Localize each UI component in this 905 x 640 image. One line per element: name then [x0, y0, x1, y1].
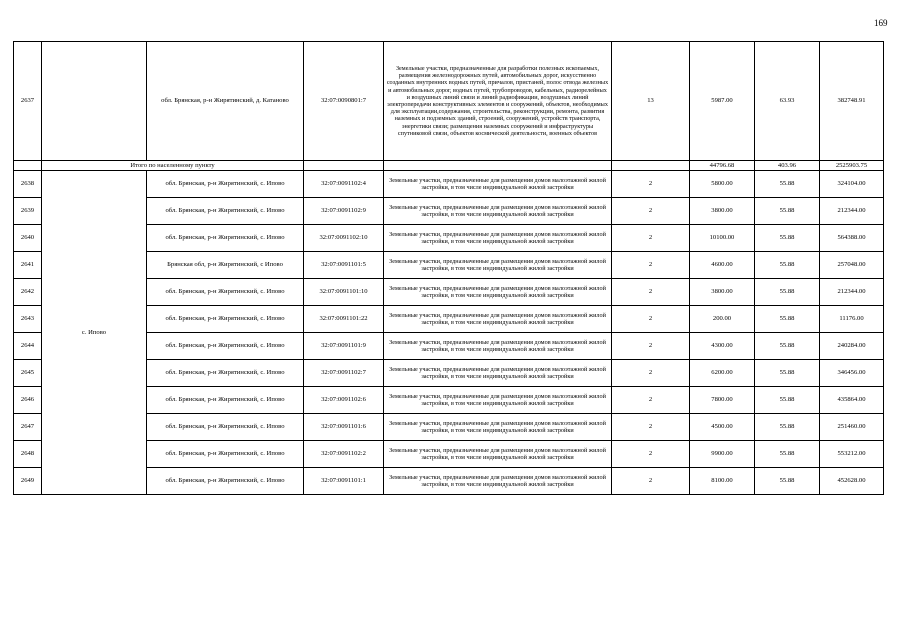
group-cell: 2 [612, 468, 690, 495]
cadastral-value-cell: 240284.00 [820, 333, 884, 360]
row-number: 2642 [14, 279, 42, 306]
group-cell: 2 [612, 306, 690, 333]
cadastral-value-cell: 257048.00 [820, 252, 884, 279]
rate-cell: 55.88 [755, 387, 820, 414]
group-cell: 2 [612, 333, 690, 360]
rate-cell: 55.88 [755, 171, 820, 198]
area-cell: 6200.00 [690, 360, 755, 387]
area-cell: 5987.00 [690, 42, 755, 161]
row-number: 2644 [14, 333, 42, 360]
address-cell: обл. Брянская, р-н Жирятинский, с. Ипово [147, 279, 304, 306]
row-number: 2646 [14, 387, 42, 414]
cadastral-value-cell: 346456.00 [820, 360, 884, 387]
cadastral-number-cell: 32:07:0091102:2 [304, 441, 384, 468]
cadastral-number-cell: 32:07:0091102:4 [304, 171, 384, 198]
rate-cell: 55.88 [755, 333, 820, 360]
group-cell: 2 [612, 414, 690, 441]
cadastral-number-cell: 32:07:0091101:22 [304, 306, 384, 333]
subtotal-row [14, 161, 884, 171]
address-cell: обл. Брянская, р-н Жирятинский, с. Ипово [147, 198, 304, 225]
page-number: 169 [874, 18, 888, 28]
table-row [14, 42, 884, 161]
cadastral-number-cell: 32:07:0091101:1 [304, 468, 384, 495]
area-cell: 5800.00 [690, 171, 755, 198]
subtotal-area: 44796.68 [690, 161, 755, 171]
place-cell [42, 42, 147, 161]
group-cell: 2 [612, 387, 690, 414]
address-cell: обл. Брянская, р-н Жирятинский, с. Ипово [147, 360, 304, 387]
group-cell: 2 [612, 198, 690, 225]
land-purpose-cell: Земельные участки, предназначенные для размещения домов малоэтажной жилой застройки, в том числе индивидуальной жилой застройки [384, 306, 612, 333]
address-cell: обл. Брянская, р-н Жирятинский, д. Катаново [147, 42, 304, 161]
row-number: 2641 [14, 252, 42, 279]
land-purpose-cell: Земельные участки, предназначенные для размещения домов малоэтажной жилой застройки, в том числе индивидуальной жилой застройки [384, 171, 612, 198]
group-cell: 2 [612, 252, 690, 279]
area-cell: 10100.00 [690, 225, 755, 252]
group-cell: 2 [612, 225, 690, 252]
row-number: 2639 [14, 198, 42, 225]
area-cell: 3800.00 [690, 279, 755, 306]
cadastral-value-cell: 212344.00 [820, 279, 884, 306]
rate-cell: 55.88 [755, 279, 820, 306]
subtotal-rate: 403.96 [755, 161, 820, 171]
cadastral-value-cell: 435864.00 [820, 387, 884, 414]
land-purpose-cell: Земельные участки, предназначенные для размещения домов малоэтажной жилой застройки, в том числе индивидуальной жилой застройки [384, 360, 612, 387]
land-purpose-cell: Земельные участки, предназначенные для размещения домов малоэтажной жилой застройки, в том числе индивидуальной жилой застройки [384, 198, 612, 225]
land-purpose-cell: Земельные участки, предназначенные для разработки полезных ископаемых, размещения железнодорожных путей, автомобильных дорог, искусственно созданных внутренних водных путей, причалов, пристаней, полос отвода железных и автомобильных дорог, водных путей, трубопроводов, кабельных, радиорелейных и воздушных линий связи и линий радиофикации, воздушных линий электропередачи конструктивных элементов и сооружений, объектов, необходимых для эксплуатации,содержания, строительства, реконструкции, ремонта, развития наземных и подземных зданий, строений, сооружений, устройств транспорта, энергетики связи; размещения наземных сооружений и инфраструктуры спутниковой связи, объектов космической деятельности, военных объектов [384, 42, 612, 161]
land-purpose-cell: Земельные участки, предназначенные для размещения домов малоэтажной жилой застройки, в том числе индивидуальной жилой застройки [384, 279, 612, 306]
cadastral-number-cell: 32:07:0091101:6 [304, 414, 384, 441]
address-cell: обл. Брянская, р-н Жирятинский, с. Ипово [147, 387, 304, 414]
area-cell: 9900.00 [690, 441, 755, 468]
land-purpose-cell: Земельные участки, предназначенные для размещения домов малоэтажной жилой застройки, в том числе индивидуальной жилой застройки [384, 225, 612, 252]
cadastral-value-table [13, 41, 884, 495]
area-cell: 3800.00 [690, 198, 755, 225]
row-number: 2648 [14, 441, 42, 468]
cadastral-number-cell: 32:07:0091101:9 [304, 333, 384, 360]
area-cell: 4600.00 [690, 252, 755, 279]
rate-cell: 63.93 [755, 42, 820, 161]
address-cell: обл. Брянская, р-н Жирятинский, с. Ипово [147, 414, 304, 441]
rate-cell: 55.88 [755, 225, 820, 252]
area-cell: 4500.00 [690, 414, 755, 441]
place-name-cell: с. Ипово [42, 171, 147, 495]
row-number [14, 161, 42, 171]
cadastral-number-cell: 32:07:0091101:10 [304, 279, 384, 306]
group-cell: 2 [612, 441, 690, 468]
address-cell: обл. Брянская, р-н Жирятинский, с. Ипово [147, 333, 304, 360]
address-cell: обл. Брянская, р-н Жирятинский, с. Ипово [147, 306, 304, 333]
row-number: 2643 [14, 306, 42, 333]
land-purpose-cell: Земельные участки, предназначенные для размещения домов малоэтажной жилой застройки, в том числе индивидуальной жилой застройки [384, 387, 612, 414]
land-purpose-cell: Земельные участки, предназначенные для размещения домов малоэтажной жилой застройки, в том числе индивидуальной жилой застройки [384, 333, 612, 360]
rate-cell: 55.88 [755, 252, 820, 279]
rate-cell: 55.88 [755, 360, 820, 387]
cadastral-number-cell: 32:07:0091102:6 [304, 387, 384, 414]
address-cell: обл. Брянская, р-н Жирятинский, с. Ипово [147, 171, 304, 198]
group-cell: 2 [612, 279, 690, 306]
row-number: 2649 [14, 468, 42, 495]
cadastral-value-cell: 553212.00 [820, 441, 884, 468]
row-number: 2638 [14, 171, 42, 198]
cadastral-number-cell: 32:07:0090801:7 [304, 42, 384, 161]
area-cell: 8100.00 [690, 468, 755, 495]
cadastral-number-cell: 32:07:0091102:7 [304, 360, 384, 387]
rate-cell: 55.88 [755, 468, 820, 495]
cadastral-number-cell: 32:07:0091101:5 [304, 252, 384, 279]
address-cell: Брянская обл, р-н Жирятинский, с Ипово [147, 252, 304, 279]
cadastral-value-cell: 382748.91 [820, 42, 884, 161]
area-cell: 200.00 [690, 306, 755, 333]
cadastral-value-cell: 324104.00 [820, 171, 884, 198]
land-purpose-cell: Земельные участки, предназначенные для размещения домов малоэтажной жилой застройки, в том числе индивидуальной жилой застройки [384, 414, 612, 441]
area-cell: 4300.00 [690, 333, 755, 360]
row-number: 2647 [14, 414, 42, 441]
row-number: 2645 [14, 360, 42, 387]
address-cell: обл. Брянская, р-н Жирятинский, с. Ипово [147, 468, 304, 495]
cadastral-value-cell: 251460.00 [820, 414, 884, 441]
land-purpose-cell: Земельные участки, предназначенные для размещения домов малоэтажной жилой застройки, в том числе индивидуальной жилой застройки [384, 468, 612, 495]
subtotal-label: Итого по населенному пункту [42, 161, 304, 171]
address-cell: обл. Брянская, р-н Жирятинский, с. Ипово [147, 225, 304, 252]
rate-cell: 55.88 [755, 306, 820, 333]
cadastral-value-cell: 452628.00 [820, 468, 884, 495]
subtotal-value: 2525903.75 [820, 161, 884, 171]
rate-cell: 55.88 [755, 414, 820, 441]
row-number: 2637 [14, 42, 42, 161]
address-cell: обл. Брянская, р-н Жирятинский, с. Ипово [147, 441, 304, 468]
row-number: 2640 [14, 225, 42, 252]
group-cell: 2 [612, 360, 690, 387]
cadastral-value-cell: 564388.00 [820, 225, 884, 252]
land-purpose-cell: Земельные участки, предназначенные для размещения домов малоэтажной жилой застройки, в том числе индивидуальной жилой застройки [384, 441, 612, 468]
rate-cell: 55.88 [755, 198, 820, 225]
group-cell: 2 [612, 171, 690, 198]
cadastral-value-cell: 212344.00 [820, 198, 884, 225]
table-row [14, 171, 884, 198]
land-purpose-cell: Земельные участки, предназначенные для размещения домов малоэтажной жилой застройки, в том числе индивидуальной жилой застройки [384, 252, 612, 279]
rate-cell: 55.88 [755, 441, 820, 468]
cadastral-value-cell: 11176.00 [820, 306, 884, 333]
cadastral-number-cell: 32:07:0091102:10 [304, 225, 384, 252]
group-cell: 13 [612, 42, 690, 161]
cadastral-number-cell: 32:07:0091102:9 [304, 198, 384, 225]
area-cell: 7800.00 [690, 387, 755, 414]
